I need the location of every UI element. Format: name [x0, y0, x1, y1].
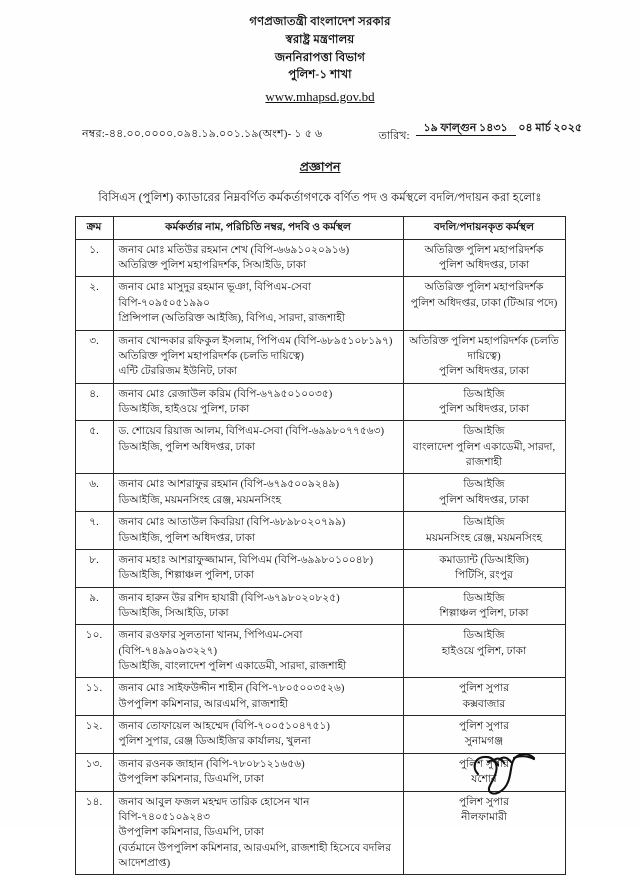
row-officer-details	[113, 421, 403, 474]
row-serial: ৮.	[75, 549, 113, 587]
branch-name: পুলিশ-১ শাখা	[288, 69, 352, 82]
row-new-posting	[403, 239, 565, 277]
row-officer-details	[113, 625, 403, 678]
row-officer-details	[113, 474, 403, 512]
detail-line: জনাব তোফায়েল আহম্মেদ (বিপি-৭০০৫১০৪৭৫১)	[118, 721, 330, 733]
row-officer-details	[113, 587, 403, 625]
ministry-name: স্বরাষ্ট্র মন্ত্রণালয়	[285, 33, 355, 46]
date-block	[379, 119, 582, 146]
posting-line: দায়িত্বে)	[467, 350, 501, 362]
detail-line: জনাব হারুন উর রশিদ হাযারী (বিপি-৬৭৯৮০২০৮২৫)	[118, 592, 340, 604]
posting-line: যশোর	[471, 774, 497, 786]
detail-line: ড. শোয়েব রিয়াজ আলম, বিপিএম-সেবা (বিপি-৬৯৯৮০৭৭৫৬৩)	[118, 426, 385, 438]
row-serial: ১.	[75, 239, 113, 277]
posting-line: রাজশাহী	[465, 457, 503, 469]
row-serial: ৭.	[75, 512, 113, 550]
detail-line: জনাব মোঃ আশরাফুর রহমান (বিপি-৬৭৯৫০০৯২৪৯)	[118, 479, 340, 491]
detail-line: ডিআইজি, ময়মনসিংহ রেঞ্জ, ময়মনসিংহ	[118, 494, 282, 506]
detail-line: (বর্তমানে উপপুলিশ কমিশনার, আরএমপি, রাজশাহী হিসেবে বদলির	[118, 842, 392, 854]
detail-line: বিপি-৭৪০৫১০৯২৪৩	[118, 811, 210, 823]
column-header-serial: ক্রম	[75, 217, 113, 239]
row-serial: ১০.	[75, 625, 113, 678]
table-row	[75, 791, 565, 875]
posting-line: পুলিশ সুপার	[458, 758, 510, 770]
row-officer-details	[113, 549, 403, 587]
posting-line: পিটিসি, রংপুর	[455, 570, 513, 582]
row-new-posting	[403, 277, 565, 330]
detail-line: জনাব রওনক জাহান (বিপি-৭৮০৮১২১৬৫৬)	[118, 758, 305, 770]
posting-line: ডিআইজি	[463, 517, 505, 529]
detail-line: প্রিন্সিপাল (অতিরিক্ত আইজি), বিপিএ, সারদা, রাজশাহী	[118, 313, 345, 325]
posting-line: বাংলাদেশ পুলিশ একাডেমী, সারদা,	[412, 441, 556, 453]
row-officer-details	[113, 383, 403, 421]
detail-line: উপপুলিশ কমিশনার, ডিএমপি, ঢাকা	[118, 827, 264, 839]
date-label: তারিখ:	[378, 130, 410, 143]
website-url[interactable]: www.mhapsd.gov.bd	[265, 89, 375, 105]
detail-line: উপপুলিশ কমিশনার, আরএমপি, রাজশাহী	[118, 698, 289, 710]
row-new-posting	[403, 383, 565, 421]
row-officer-details	[113, 277, 403, 330]
posting-line: ডিআইজি	[463, 426, 505, 438]
detail-line: বিপি-৭০৯৫০৫১৯৯০	[118, 297, 210, 309]
row-officer-details	[113, 678, 403, 716]
row-serial: ৬.	[75, 474, 113, 512]
row-serial: ১২.	[75, 716, 113, 754]
row-serial: ১১.	[75, 678, 113, 716]
detail-line: জনাব রওফার সুলতানা খানম, পিপিএম-সেবা (বিপি-৭৪৯৯০৯৩২২৭)	[118, 630, 303, 657]
detail-line: অতিরিক্ত পুলিশ মহাপরিদর্শক, সিআইডি, ঢাকা	[118, 260, 307, 272]
posting-line: ডিআইজি	[463, 630, 505, 642]
row-new-posting	[403, 791, 565, 875]
posting-line: পুলিশ সুপার	[458, 721, 510, 733]
column-header-new-posting: বদলি/পদায়নকৃত কর্মস্থল	[403, 217, 565, 239]
row-new-posting	[403, 625, 565, 678]
row-officer-details	[113, 330, 403, 383]
posting-line: পুলিশ অধিদপ্তর, ঢাকা	[438, 260, 530, 272]
table-row	[75, 330, 565, 383]
row-officer-details	[113, 239, 403, 277]
date-bengali: ১৯ ফাল্গুন ১৪৩১	[416, 122, 516, 136]
posting-line: ময়মনসিংহ রেঞ্জ, ময়মনসিংহ	[425, 532, 543, 544]
date-gregorian: ০৪ মার্চ ২০২৫	[518, 122, 582, 135]
detail-line: আদেশপ্রাপ্ত)	[118, 857, 171, 869]
row-new-posting	[403, 474, 565, 512]
posting-line: ডিআইজি	[463, 388, 505, 400]
detail-line: ডিআইজি, সিআইডি, ঢাকা	[118, 607, 229, 619]
detail-line: জনাব মোঃ রেজাউল করিম (বিপি-৬৭৯৫০১০০৩৫)	[118, 388, 333, 400]
memo-date-row	[0, 121, 640, 157]
intro-sentence: বিসিএস (পুলিশ) ক্যাডারের নিম্নবর্ণিত কর্মকর্তাগণকে বর্ণিত পদ ও কর্মস্থলে বদলি/পদায়ন করা হলোঃ	[98, 192, 542, 205]
posting-line: হাইওয়ে পুলিশ, ঢাকা	[441, 645, 527, 657]
table-header-row	[75, 217, 565, 239]
table-row	[75, 549, 565, 587]
notification-title: প্রজ্ঞাপন	[299, 160, 341, 175]
detail-line: ডিআইজি, পুলিশ অধিদপ্তর, ঢাকা	[118, 441, 256, 453]
column-header-officer-details: কর্মকর্তার নাম, পরিচিতি নম্বর, পদবি ও কর্মস্থল	[113, 217, 403, 239]
table-row	[75, 625, 565, 678]
row-serial: ২.	[75, 277, 113, 330]
row-serial: ১৪.	[75, 791, 113, 875]
posting-line: অতিরিক্ত পুলিশ মহাপরিদর্শক	[424, 282, 544, 294]
row-officer-details	[113, 716, 403, 754]
detail-line: ডিআইজি, হাইওয়ে পুলিশ, ঢাকা	[118, 403, 250, 415]
detail-line: জনাব মোঃ মতিউর রহমান শেখ (বিপি-৬৬৯১০২০৯১৬)	[118, 244, 350, 256]
posting-line: কমাড্যান্ট (ডিআইজি)	[439, 554, 529, 566]
table-row	[75, 239, 565, 277]
detail-line: জনাব আবুল ফজল মহম্মদ তারিক হোসেন খান	[118, 796, 310, 808]
detail-line: জনাব মোঃ সাইফউদ্দীন শাহীন (বিপি-৭৮০৫০০৩৫২৬)	[118, 683, 345, 695]
row-officer-details	[113, 753, 403, 791]
posting-line: পুলিশ অধিদপ্তর, ঢাকা	[438, 366, 530, 378]
row-officer-details	[113, 512, 403, 550]
detail-line: জনাব মোঃ মাসুদুর রহমান ভূঞা, বিপিএম-সেবা	[118, 282, 312, 294]
memo-number: নম্বর:-৪৪.০০.০০০০.০৯৪.১৯.০০১.১৯(অংশ)- ১ ৫ ৬	[82, 128, 323, 141]
posting-line: পুলিশ সুপার	[458, 796, 510, 808]
row-serial: ১৩.	[75, 753, 113, 791]
posting-line: শিল্পাঞ্চল পুলিশ, ঢাকা	[439, 607, 529, 619]
table-row	[75, 678, 565, 716]
document-header	[0, 0, 640, 107]
handwritten-signature	[468, 748, 538, 800]
row-serial: ৫.	[75, 421, 113, 474]
table-row	[75, 512, 565, 550]
detail-line: পুলিশ সুপার, রেঞ্জ ডিআইজি'র কার্যালয়, খুলনা	[118, 736, 311, 748]
detail-line: উপপুলিশ কমিশনার, ডিএমপি, ঢাকা	[118, 774, 264, 786]
posting-line: পুলিশ সুপার	[458, 683, 510, 695]
row-new-posting	[403, 421, 565, 474]
detail-line: অতিরিক্ত পুলিশ মহাপরিদর্শক (চলতি দায়িত্বে)	[118, 350, 304, 362]
detail-line: জনাব মহাঃ আশরাফুজ্জামান, বিপিএম (বিপি-৬৯৯৮০১০০৪৮)	[118, 554, 374, 566]
row-officer-details	[113, 791, 403, 875]
table-row	[75, 277, 565, 330]
table-row	[75, 421, 565, 474]
posting-line: নীলফামারী	[461, 811, 507, 823]
row-serial: ৩.	[75, 330, 113, 383]
posting-line: পুলিশ অধিদপ্তর, ঢাকা	[438, 403, 530, 415]
detail-line: ডিআইজি, পুলিশ অধিদপ্তর, ঢাকা	[118, 532, 256, 544]
row-new-posting	[403, 512, 565, 550]
government-name: গণপ্রজাতন্ত্রী বাংলাদেশ সরকার	[249, 16, 391, 28]
posting-line: অতিরিক্ত পুলিশ মহাপরিদর্শক (চলতি	[409, 335, 559, 347]
detail-line: ডিআইজি, বাংলাদেশ পুলিশ একাডেমী, সারদা, রাজশাহী	[118, 661, 347, 673]
posting-line: পুলিশ অধিদপ্তর, ঢাকা (টিআর পদে)	[410, 297, 558, 309]
table-row	[75, 383, 565, 421]
row-serial: ৪.	[75, 383, 113, 421]
row-new-posting	[403, 587, 565, 625]
row-new-posting	[403, 678, 565, 716]
row-new-posting	[403, 330, 565, 383]
posting-line: ডিআইজি	[463, 479, 505, 491]
detail-line: ডিআইজি, শিল্পাঞ্চল পুলিশ, ঢাকা	[118, 570, 254, 582]
division-name: জননিরাপত্তা বিভাগ	[274, 51, 366, 64]
row-serial: ৯.	[75, 587, 113, 625]
row-new-posting	[403, 549, 565, 587]
posting-line: অতিরিক্ত পুলিশ মহাপরিদর্শক	[424, 244, 544, 256]
table-row	[75, 474, 565, 512]
date-stack	[416, 119, 582, 138]
posting-line: পুলিশ অধিদপ্তর, ঢাকা	[438, 494, 530, 506]
detail-line: জনাব মোঃ আতাউল কিবরিয়া (বিপি-৬৮৯৮০২০৭৯৯)	[118, 517, 346, 529]
posting-line: কক্সবাজার	[462, 698, 506, 710]
detail-line: জনাব খোন্দকার রফিকুল ইসলাম, পিপিএম (বিপি-৬৮৯৫১০৮১৯৭)	[118, 335, 393, 347]
table-row	[75, 587, 565, 625]
detail-line: এন্টি টেররিজম ইউনিট, ঢাকা	[118, 366, 238, 378]
posting-line: সুনামগঞ্জ	[464, 736, 504, 748]
posting-line: ডিআইজি	[463, 592, 505, 604]
